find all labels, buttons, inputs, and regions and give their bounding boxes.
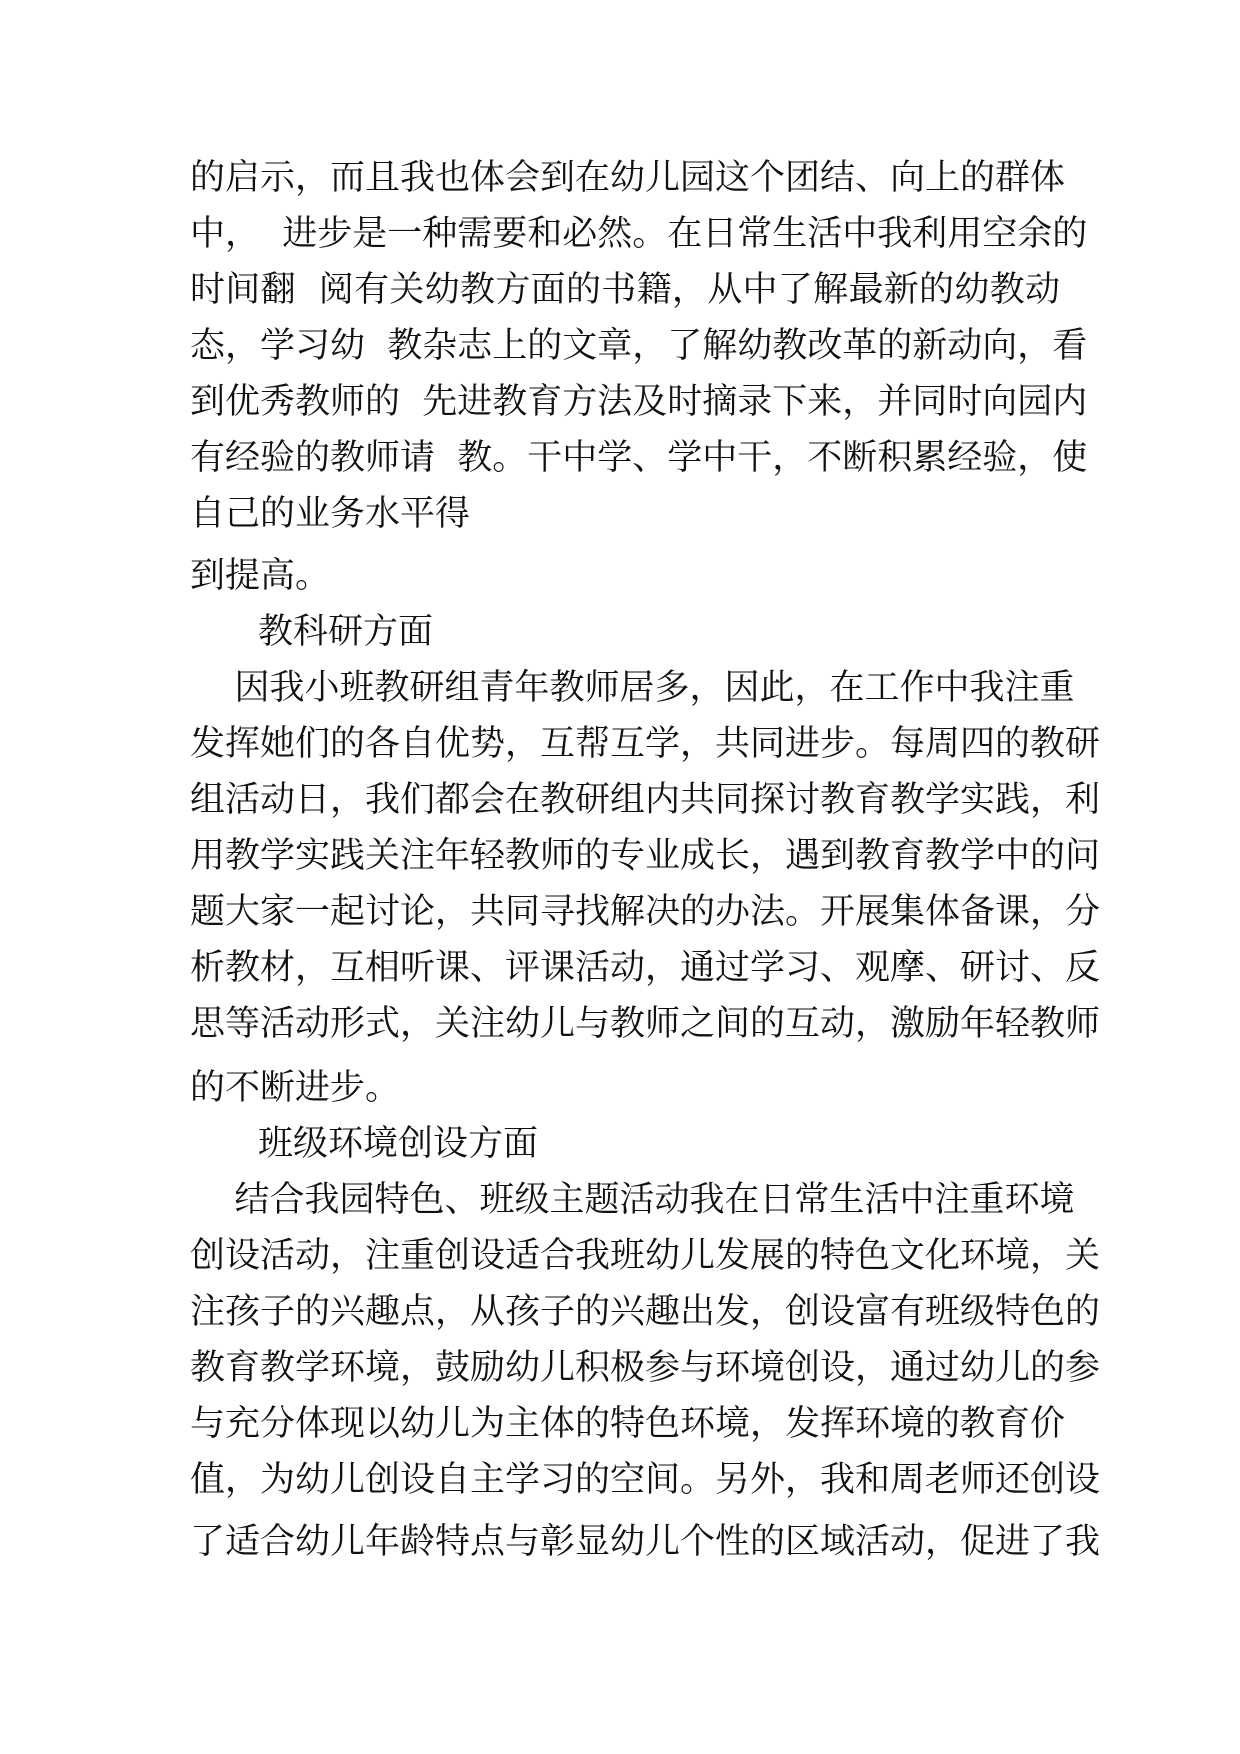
paragraph-line: 到优秀教师的 先进教育方法及时摘录下来，并同时向园内	[190, 382, 1088, 422]
paragraph-line: 值，为幼儿创设自主学习的空间。另外，我和周老师还创设	[190, 1460, 1101, 1500]
paragraph-line: 组活动日，我们都会在教研组内共同探讨教育教学实践，利	[190, 780, 1101, 820]
paragraph-line: 了适合幼儿年龄特点与彰显幼儿个性的区域活动，促进了我	[190, 1522, 1101, 1562]
paragraph-line: 到提高。	[190, 556, 331, 596]
paragraph-line: 的启示，而且我也体会到在幼儿园这个团结、向上的群体	[190, 158, 1066, 198]
paragraph-line: 有经验的教师请 教。干中学、学中干，不断积累经验，使	[190, 438, 1088, 478]
paragraph-line: 因我小班教研组青年教师居多，因此，在工作中我注重	[190, 668, 1075, 708]
paragraph-line: 的不断进步。	[190, 1068, 401, 1108]
paragraph-line: 用教学实践关注年轻教师的专业成长，遇到教育教学中的问	[190, 836, 1101, 876]
paragraph-line: 态，学习幼 教杂志上的文章，了解幼教改革的新动向，看	[190, 326, 1088, 366]
paragraph-line: 析教材，互相听课、评课活动，通过学习、观摩、研讨、反	[190, 948, 1101, 988]
paragraph-line: 中， 进步是一种需要和必然。在日常生活中我利用空余的	[190, 214, 1088, 254]
paragraph-line: 时间翻 阅有关幼教方面的书籍，从中了解最新的幼教动	[190, 270, 1060, 310]
section-heading-research: 教科研方面	[258, 612, 434, 652]
paragraph-line: 发挥她们的各自优势，互帮互学，共同进步。每周四的教研	[190, 724, 1101, 764]
paragraph-line: 创设活动，注重创设适合我班幼儿发展的特色文化环境，关	[190, 1236, 1101, 1276]
paragraph-line: 与充分体现以幼儿为主体的特色环境，发挥环境的教育价	[190, 1404, 1066, 1444]
paragraph-line: 题大家一起讨论，共同寻找解决的办法。开展集体备课，分	[190, 892, 1101, 932]
paragraph-line: 思等活动形式，关注幼儿与教师之间的互动，激励年轻教师	[190, 1004, 1101, 1044]
paragraph-line: 结合我园特色、班级主题活动我在日常生活中注重环境	[190, 1180, 1075, 1220]
paragraph-line: 教育教学环境，鼓励幼儿积极参与环境创设，通过幼儿的参	[190, 1348, 1101, 1388]
paragraph-line: 自己的业务水平得	[190, 494, 471, 534]
paragraph-line: 注孩子的兴趣点，从孩子的兴趣出发，创设富有班级特色的	[190, 1292, 1101, 1332]
section-heading-environment: 班级环境创设方面	[258, 1124, 539, 1164]
